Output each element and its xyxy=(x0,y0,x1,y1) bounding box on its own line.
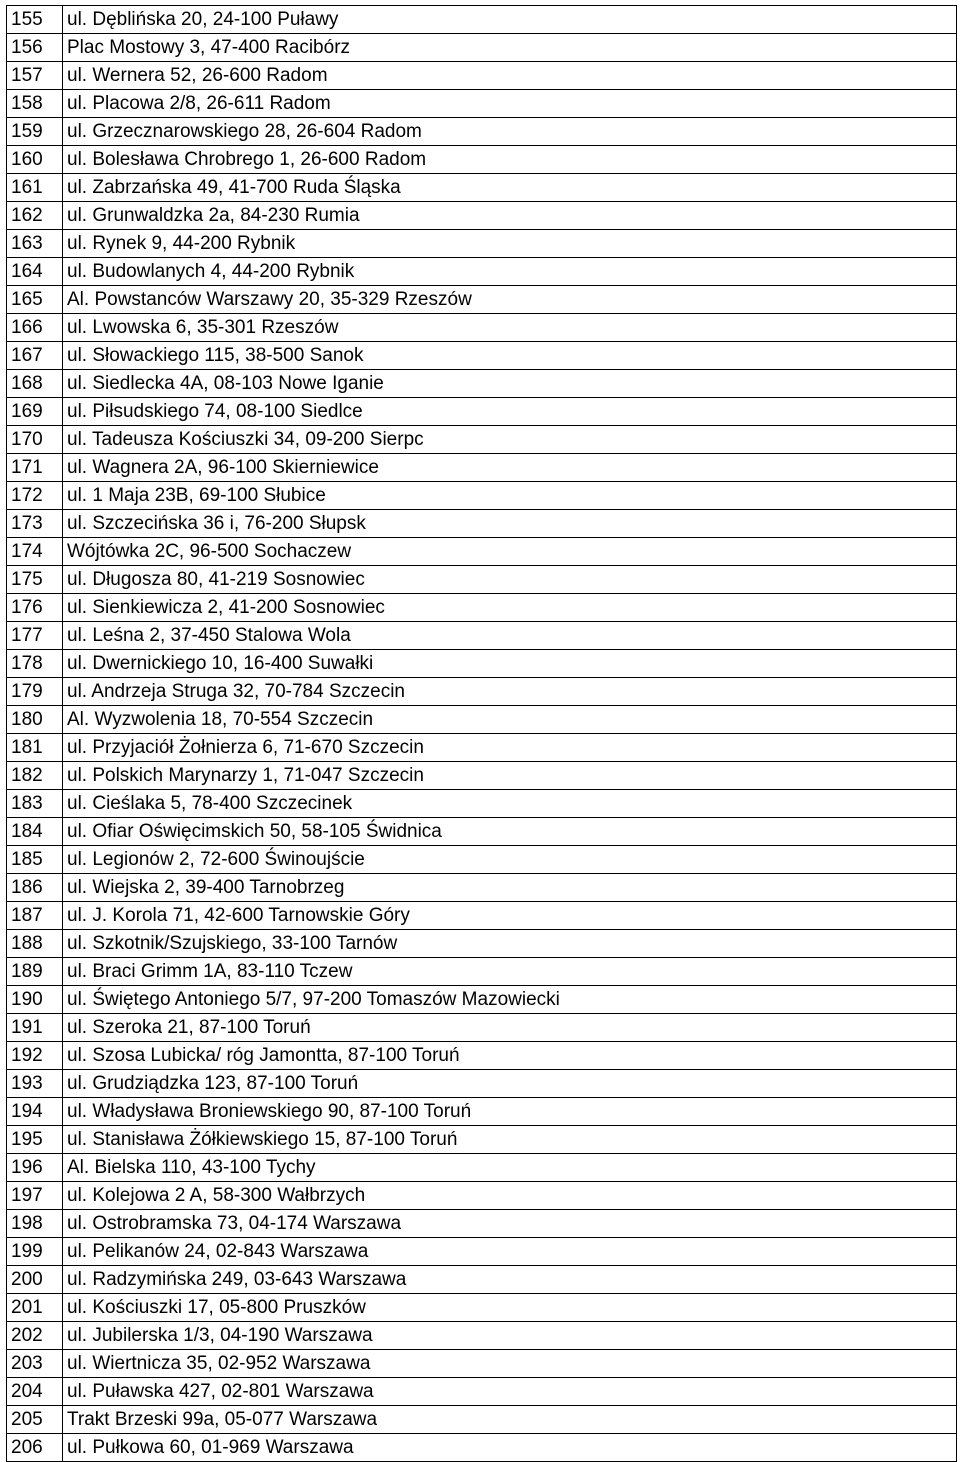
table-row xyxy=(7,146,957,174)
row-number: 205 xyxy=(7,1406,63,1434)
row-address: ul. Szkotnik/Szujskiego, 33-100 Tarnów xyxy=(63,930,957,958)
row-address: ul. Szosa Lubicka/ róg Jamontta, 87-100 Toruń xyxy=(63,1042,957,1070)
table-row xyxy=(7,958,957,986)
row-address: Al. Bielska 110, 43-100 Tychy xyxy=(63,1154,957,1182)
row-address: ul. Tadeusza Kościuszki 34, 09-200 Sierpc xyxy=(63,426,957,454)
table-row xyxy=(7,398,957,426)
table-row xyxy=(7,986,957,1014)
row-address: ul. Ostrobramska 73, 04-174 Warszawa xyxy=(63,1210,957,1238)
row-address: ul. Kościuszki 17, 05-800 Pruszków xyxy=(63,1294,957,1322)
row-number: 171 xyxy=(7,454,63,482)
address-table xyxy=(6,5,957,1462)
table-row xyxy=(7,1266,957,1294)
row-number: 168 xyxy=(7,370,63,398)
row-address: ul. Cieślaka 5, 78-400 Szczecinek xyxy=(63,790,957,818)
row-number: 201 xyxy=(7,1294,63,1322)
row-number: 199 xyxy=(7,1238,63,1266)
row-address: ul. Dwernickiego 10, 16-400 Suwałki xyxy=(63,650,957,678)
table-row xyxy=(7,1322,957,1350)
row-number: 158 xyxy=(7,90,63,118)
row-address: ul. J. Korola 71, 42-600 Tarnowskie Góry xyxy=(63,902,957,930)
row-number: 179 xyxy=(7,678,63,706)
row-number: 198 xyxy=(7,1210,63,1238)
row-address: ul. Grunwaldzka 2a, 84-230 Rumia xyxy=(63,202,957,230)
row-number: 185 xyxy=(7,846,63,874)
row-number: 187 xyxy=(7,902,63,930)
row-address: ul. Przyjaciół Żołnierza 6, 71-670 Szczecin xyxy=(63,734,957,762)
row-address: ul. Ofiar Oświęcimskich 50, 58-105 Świdnica xyxy=(63,818,957,846)
row-address: ul. Dęblińska 20, 24-100 Puławy xyxy=(63,6,957,34)
row-address: ul. Piłsudskiego 74, 08-100 Siedlce xyxy=(63,398,957,426)
table-row xyxy=(7,6,957,34)
row-number: 163 xyxy=(7,230,63,258)
row-address: ul. Długosza 80, 41-219 Sosnowiec xyxy=(63,566,957,594)
row-address: ul. Radzymińska 249, 03-643 Warszawa xyxy=(63,1266,957,1294)
table-row xyxy=(7,1154,957,1182)
row-number: 170 xyxy=(7,426,63,454)
row-number: 200 xyxy=(7,1266,63,1294)
row-address: ul. Bolesława Chrobrego 1, 26-600 Radom xyxy=(63,146,957,174)
row-address: ul. Pułkowa 60, 01-969 Warszawa xyxy=(63,1434,957,1462)
row-number: 156 xyxy=(7,34,63,62)
row-address: ul. Słowackiego 115, 38-500 Sanok xyxy=(63,342,957,370)
row-address: ul. Polskich Marynarzy 1, 71-047 Szczecin xyxy=(63,762,957,790)
table-row xyxy=(7,1378,957,1406)
row-number: 183 xyxy=(7,790,63,818)
row-address: ul. 1 Maja 23B, 69-100 Słubice xyxy=(63,482,957,510)
row-number: 197 xyxy=(7,1182,63,1210)
row-number: 165 xyxy=(7,286,63,314)
row-address: Wójtówka 2C, 96-500 Sochaczew xyxy=(63,538,957,566)
table-row xyxy=(7,1042,957,1070)
address-table-body xyxy=(7,6,957,1462)
row-address: ul. Wagnera 2A, 96-100 Skierniewice xyxy=(63,454,957,482)
row-number: 167 xyxy=(7,342,63,370)
row-address: ul. Kolejowa 2 A, 58-300 Wałbrzych xyxy=(63,1182,957,1210)
table-row xyxy=(7,1126,957,1154)
row-number: 204 xyxy=(7,1378,63,1406)
row-number: 159 xyxy=(7,118,63,146)
row-number: 164 xyxy=(7,258,63,286)
row-address: Plac Mostowy 3, 47-400 Racibórz xyxy=(63,34,957,62)
row-address: ul. Placowa 2/8, 26-611 Radom xyxy=(63,90,957,118)
table-row xyxy=(7,34,957,62)
row-number: 175 xyxy=(7,566,63,594)
table-row xyxy=(7,594,957,622)
row-number: 173 xyxy=(7,510,63,538)
row-number: 155 xyxy=(7,6,63,34)
table-row xyxy=(7,342,957,370)
table-row xyxy=(7,1182,957,1210)
row-address: ul. Leśna 2, 37-450 Stalowa Wola xyxy=(63,622,957,650)
row-number: 160 xyxy=(7,146,63,174)
table-row xyxy=(7,258,957,286)
row-address: ul. Rynek 9, 44-200 Rybnik xyxy=(63,230,957,258)
table-row xyxy=(7,678,957,706)
row-number: 206 xyxy=(7,1434,63,1462)
row-address: ul. Zabrzańska 49, 41-700 Ruda Śląska xyxy=(63,174,957,202)
table-row xyxy=(7,930,957,958)
table-row xyxy=(7,538,957,566)
row-number: 186 xyxy=(7,874,63,902)
row-number: 176 xyxy=(7,594,63,622)
table-row xyxy=(7,62,957,90)
table-row xyxy=(7,1294,957,1322)
row-address: ul. Władysława Broniewskiego 90, 87-100 Toruń xyxy=(63,1098,957,1126)
table-row xyxy=(7,1350,957,1378)
row-address: Trakt Brzeski 99a, 05-077 Warszawa xyxy=(63,1406,957,1434)
row-address: ul. Grudziądzka 123, 87-100 Toruń xyxy=(63,1070,957,1098)
table-row xyxy=(7,314,957,342)
table-row xyxy=(7,1014,957,1042)
row-number: 180 xyxy=(7,706,63,734)
table-row xyxy=(7,482,957,510)
table-row xyxy=(7,1070,957,1098)
row-number: 195 xyxy=(7,1126,63,1154)
table-row xyxy=(7,90,957,118)
row-number: 172 xyxy=(7,482,63,510)
row-address: ul. Wiejska 2, 39-400 Tarnobrzeg xyxy=(63,874,957,902)
row-address: Al. Wyzwolenia 18, 70-554 Szczecin xyxy=(63,706,957,734)
table-row xyxy=(7,566,957,594)
table-row xyxy=(7,1210,957,1238)
row-number: 203 xyxy=(7,1350,63,1378)
table-row xyxy=(7,706,957,734)
row-address: ul. Wernera 52, 26-600 Radom xyxy=(63,62,957,90)
table-row xyxy=(7,1098,957,1126)
row-number: 202 xyxy=(7,1322,63,1350)
table-row xyxy=(7,874,957,902)
row-address: ul. Wiertnicza 35, 02-952 Warszawa xyxy=(63,1350,957,1378)
row-number: 174 xyxy=(7,538,63,566)
row-address: ul. Lwowska 6, 35-301 Rzeszów xyxy=(63,314,957,342)
row-number: 181 xyxy=(7,734,63,762)
row-address: ul. Pelikanów 24, 02-843 Warszawa xyxy=(63,1238,957,1266)
row-address: ul. Świętego Antoniego 5/7, 97-200 Tomaszów Mazowiecki xyxy=(63,986,957,1014)
row-address: ul. Jubilerska 1/3, 04-190 Warszawa xyxy=(63,1322,957,1350)
row-number: 192 xyxy=(7,1042,63,1070)
table-row xyxy=(7,790,957,818)
row-address: ul. Sienkiewicza 2, 41-200 Sosnowiec xyxy=(63,594,957,622)
row-address: ul. Grzecznarowskiego 28, 26-604 Radom xyxy=(63,118,957,146)
table-row xyxy=(7,174,957,202)
row-number: 193 xyxy=(7,1070,63,1098)
table-row xyxy=(7,370,957,398)
table-row xyxy=(7,762,957,790)
table-row xyxy=(7,1406,957,1434)
row-number: 161 xyxy=(7,174,63,202)
row-number: 196 xyxy=(7,1154,63,1182)
row-number: 190 xyxy=(7,986,63,1014)
table-row xyxy=(7,118,957,146)
row-number: 177 xyxy=(7,622,63,650)
row-address: ul. Szeroka 21, 87-100 Toruń xyxy=(63,1014,957,1042)
row-address: ul. Budowlanych 4, 44-200 Rybnik xyxy=(63,258,957,286)
table-row xyxy=(7,846,957,874)
row-address: ul. Legionów 2, 72-600 Świnoujście xyxy=(63,846,957,874)
row-address: Al. Powstanców Warszawy 20, 35-329 Rzeszów xyxy=(63,286,957,314)
table-row xyxy=(7,286,957,314)
table-row xyxy=(7,1238,957,1266)
table-row xyxy=(7,202,957,230)
table-row xyxy=(7,622,957,650)
table-row xyxy=(7,734,957,762)
row-number: 189 xyxy=(7,958,63,986)
row-number: 184 xyxy=(7,818,63,846)
row-address: ul. Braci Grimm 1A, 83-110 Tczew xyxy=(63,958,957,986)
row-address: ul. Andrzeja Struga 32, 70-784 Szczecin xyxy=(63,678,957,706)
row-number: 191 xyxy=(7,1014,63,1042)
row-address: ul. Puławska 427, 02-801 Warszawa xyxy=(63,1378,957,1406)
row-number: 169 xyxy=(7,398,63,426)
table-row xyxy=(7,510,957,538)
row-number: 194 xyxy=(7,1098,63,1126)
table-row xyxy=(7,426,957,454)
table-row xyxy=(7,454,957,482)
row-number: 166 xyxy=(7,314,63,342)
table-row xyxy=(7,650,957,678)
row-address: ul. Siedlecka 4A, 08-103 Nowe Iganie xyxy=(63,370,957,398)
table-row xyxy=(7,1434,957,1462)
table-row xyxy=(7,818,957,846)
row-number: 157 xyxy=(7,62,63,90)
row-number: 188 xyxy=(7,930,63,958)
row-number: 182 xyxy=(7,762,63,790)
row-address: ul. Stanisława Żółkiewskiego 15, 87-100 Toruń xyxy=(63,1126,957,1154)
row-address: ul. Szczecińska 36 i, 76-200 Słupsk xyxy=(63,510,957,538)
table-row xyxy=(7,902,957,930)
row-number: 162 xyxy=(7,202,63,230)
row-number: 178 xyxy=(7,650,63,678)
table-row xyxy=(7,230,957,258)
